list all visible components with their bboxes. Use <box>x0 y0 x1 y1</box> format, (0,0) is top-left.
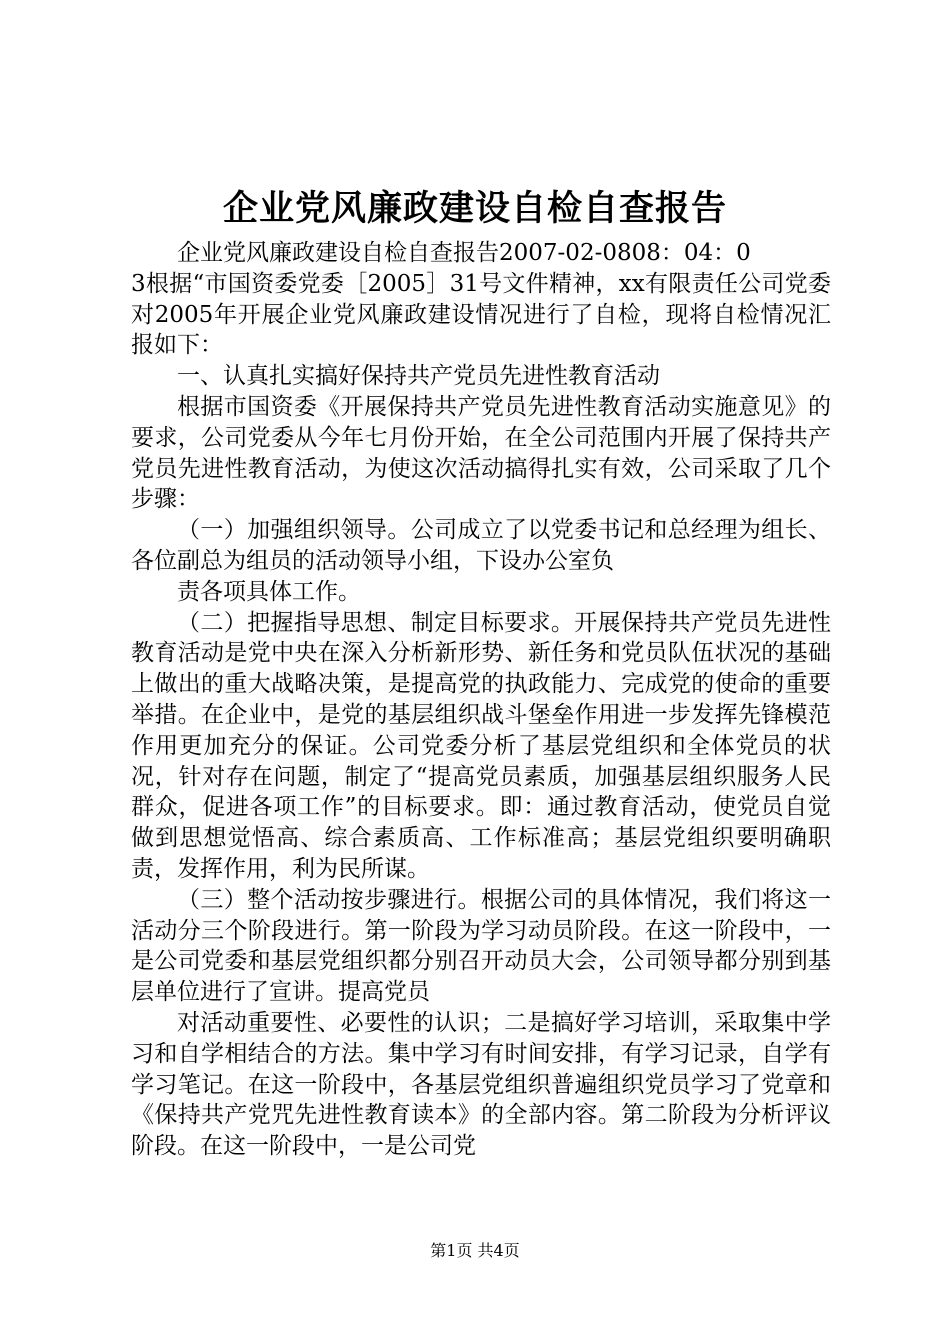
paragraph-6: （二）把握指导思想、制定目标要求。开展保持共产党员先进性教育活动是党中央在深入分析新形势、新任务和党员队伍状况的基础上做出的重大战略决策，是提高党的执政能力、完成党的使命的重要举措。在企业中，是党的基层组织战斗堡垒作用进一步发挥先锋模范作用更加充分的保证。公司党委分析了基层党组织和全体党员的状况，针对存在问题，制定了“提高党员素质，加强基层组织服务人民群众，促进各项工作”的目标要求。即：通过教育活动，使党员自觉做到思想觉悟高、综合素质高、工作标准高；基层党组织要明确职责，发挥作用，利为民所谋。 <box>131 609 831 882</box>
paragraph-5: 责各项具体工作。 <box>177 578 361 605</box>
paragraph-1: 企业党风廉政建设自检自查报告2007-02-0808：04：0 <box>177 240 751 266</box>
paragraph-2: 3根据“市国资委党委［2005］31号文件精神，xx有限责任公司党委对2005年开展企业党风廉政建设情况进行了自检，现将自检情况汇报如下： <box>131 270 831 359</box>
paragraph-4: （一）加强组织领导。公司成立了以党委书记和总经理为组长、各位副总为组员的活动领导小组，下设办公室负 <box>131 517 831 574</box>
paragraph-3: 根据市国资委《开展保持共产党员先进性教育活动实施意见》的要求，公司党委从今年七月份开始，在全公司范围内开展了保持共产党员先进性教育活动，为使这次活动搞得扎实有效，公司采取了几个步骤： <box>131 393 831 513</box>
page-footer: 第1页 共4页 <box>430 1241 520 1260</box>
page-title: 企业党风廉政建设自检自查报告 <box>222 188 727 229</box>
document-body <box>131 238 831 1162</box>
paragraph-7: （三）整个活动按步骤进行。根据公司的具体情况，我们将这一活动分三个阶段进行。第一阶段为学习动员阶段。在这一阶段中，一是公司党委和基层党组织都分别召开动员大会，公司领导都分别到基层单位进行了宣讲。提高党员 <box>131 886 831 1006</box>
paragraph-8: 对活动重要性、必要性的认识；二是搞好学习培训，采取集中学习和自学相结合的方法。集中学习有时间安排，有学习记录，自学有学习笔记。在这一阶段中，各基层党组织普遍组织党员学习了党章和《保持共产党咒先进性教育读本》的全部内容。第二阶段为分析评议阶段。在这一阶段中，一是公司党 <box>131 1009 831 1160</box>
section-heading-1: 一、认真扎实搞好保持共产党员先进性教育活动 <box>177 363 660 390</box>
